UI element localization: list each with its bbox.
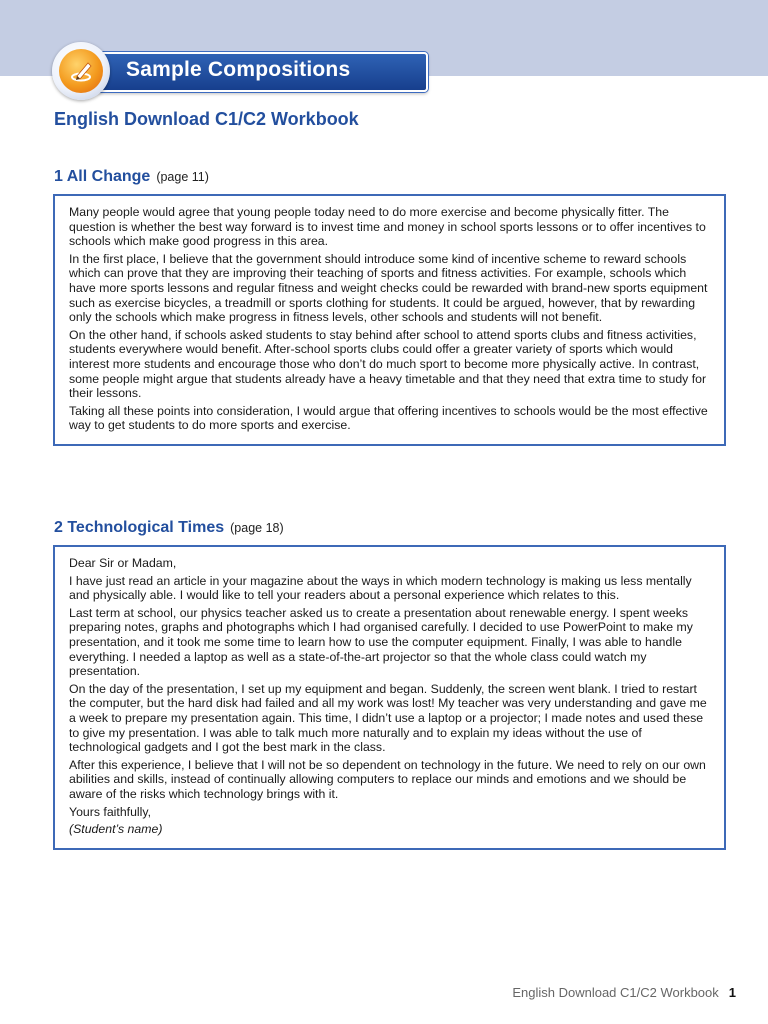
page-reference: (page 18) bbox=[230, 521, 284, 535]
section-title: 2 Technological Times bbox=[54, 519, 225, 536]
page-number: 1 bbox=[728, 985, 736, 1000]
section-banner bbox=[96, 52, 428, 92]
badge-circle bbox=[59, 49, 103, 93]
paragraph: After this experience, I believe that I will not be so dependent on technology in the future. We need to rely on our own abilities and skills, instead of continually allowing computers to replace our minds and emotions and we should be aware of the risks which technology brings with it. bbox=[69, 757, 706, 801]
closing: Yours faithfully, bbox=[69, 804, 152, 819]
paragraph: In the first place, I believe that the government should introduce some kind of incentive scheme to reward schools which can prove that they are improving their teaching of sports and fitness activities. For example, schools which have more sports lessons and regular fitness and weight checks could be rewarded with brand-new sports equipment such as exercise bicycles, a treadmill or sports clothing for students. It could be argued, however, that by rewarding only the schools which make progress in fitness levels, other schools and students will not benefit. bbox=[69, 251, 708, 325]
paragraph: On the other hand, if schools asked students to stay behind after school to attend sports clubs and fitness activities, students everywhere would benefit. After-school sports clubs could offer a greater variety of sports which would interest more students and encourage those who don’t do much sport to become more physically active. In contrast, some people might argue that students already have a heavy timetable and that they need that extra time to study for their lessons. bbox=[69, 327, 707, 401]
paragraph: On the day of the presentation, I set up my equipment and began. Suddenly, the screen went blank. I tried to restart the computer, but the hard disk had failed and all my work was lost! My teacher was very understanding and gave me a week to prepare my presentation again. This time, I didn’t use a laptop or a projector; I made notes and used these to give my presentation. I was able to talk much more naturally and to explain my ideas without the use of technological gadgets and I got the best mark in the class. bbox=[69, 681, 707, 755]
composition-box bbox=[53, 545, 726, 850]
paragraph: I have just read an article in your magazine about the ways in which modern technology is making us less mentally and physically able. I would like to tell your readers about a personal experience which relates to this. bbox=[69, 573, 692, 603]
salutation: Dear Sir or Madam, bbox=[69, 556, 177, 570]
banner-title: Sample Compositions bbox=[126, 58, 351, 81]
section-heading bbox=[54, 519, 284, 537]
footer-title: English Download C1/C2 Workbook bbox=[512, 985, 719, 1000]
section-heading bbox=[54, 168, 209, 186]
composition-box bbox=[53, 194, 726, 446]
page-reference: (page 11) bbox=[156, 170, 209, 184]
page-footer bbox=[512, 985, 736, 1000]
paragraph: Last term at school, our physics teacher asked us to create a presentation about renewable energy. I spent weeks preparing notes, graphs and photographs which I had organised carefully. I decided to use PowerPoint to make my presentation, and it took me some time to learn how to use the computer equipment. Finally, I was able to handle everything. I needed a laptop as well as a state-of-the-art projector so that the whole class could watch my presentation. bbox=[69, 605, 693, 679]
document-title: English Download C1/C2 Workbook bbox=[54, 109, 359, 129]
signature: (Student’s name) bbox=[69, 822, 163, 837]
banner-badge bbox=[52, 42, 110, 100]
paragraph: Taking all these points into consideration, I would argue that offering incentives to schools would be the most effective way to get students to do more sports and exercise. bbox=[69, 403, 708, 433]
section-title: 1 All Change bbox=[54, 168, 151, 185]
paragraph: Many people would agree that young people today need to do more exercise and become physically fitter. The question is whether the best way forward is to invest time and money in school sports lessons or to offer incentives to schools which make good progress in this area. bbox=[69, 205, 706, 249]
pencil-icon bbox=[69, 58, 95, 84]
